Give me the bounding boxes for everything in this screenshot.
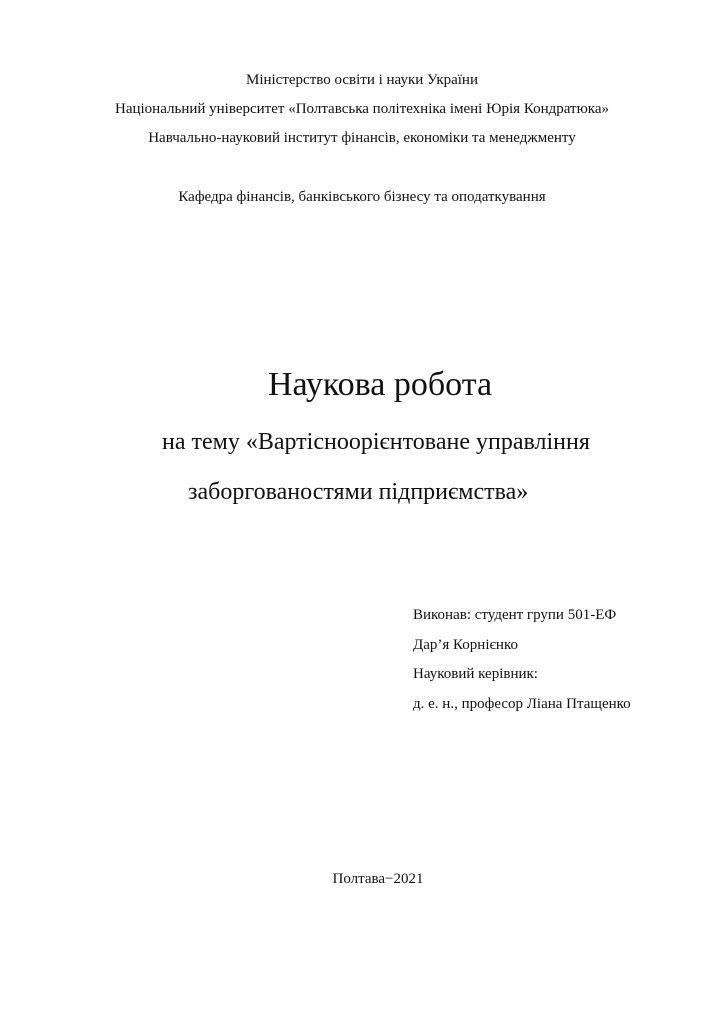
institute-name: Навчально-науковий інститут фінансів, економіки та менеджменту	[148, 130, 576, 146]
document-title: Наукова робота	[267, 366, 493, 403]
supervisor-label: Науковий керівник:	[413, 666, 538, 682]
supervisor-name: д. е. н., професор Ліана Птащенко	[413, 696, 631, 712]
topic-line-2: заборгованостями підприємства»	[188, 479, 529, 505]
university-name: Національний університет «Полтавська політехніка імені Юрія Кондратюка»	[114, 101, 609, 117]
topic-line-1: на тему «Вартісноорієнтоване управління	[162, 429, 590, 455]
student-name: Дар’я Корнієнко	[413, 637, 518, 653]
performed-by: Виконав: студент групи 501-ЕФ	[413, 607, 617, 623]
city-year: Полтава−2021	[332, 871, 424, 887]
department-name: Кафедра фінансів, банківського бізнесу та оподаткування	[178, 189, 546, 205]
ministry-name: Міністерство освіти і науки України	[245, 72, 478, 88]
